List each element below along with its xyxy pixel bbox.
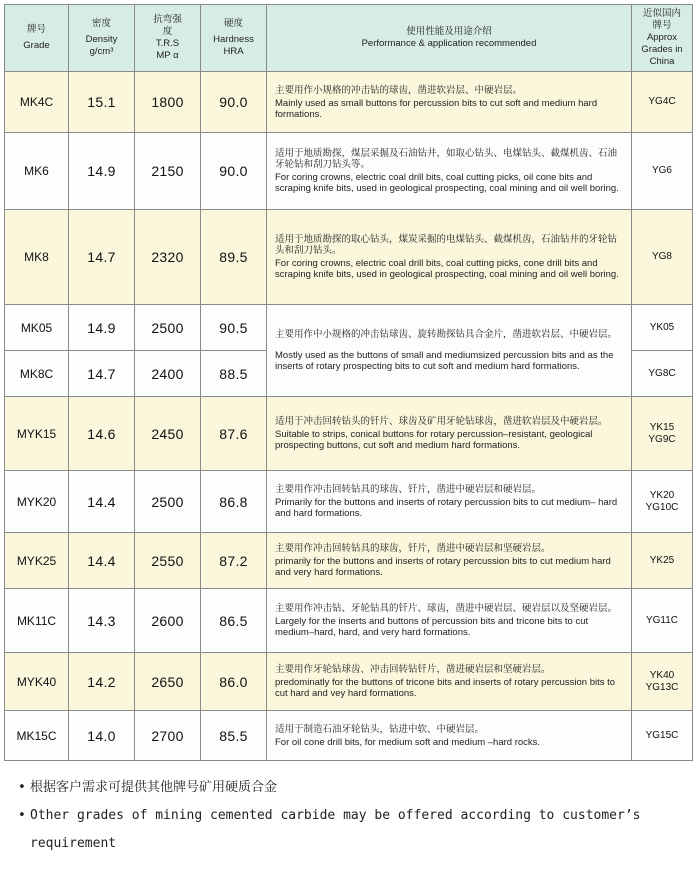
density-cell: 14.0 [69, 711, 135, 761]
trs-cell: 2550 [135, 533, 201, 589]
grade-cell: MYK25 [5, 533, 69, 589]
density-cell: 14.6 [69, 397, 135, 471]
hardness-cell: 86.5 [201, 589, 267, 653]
description-cn: 主要用作冲击回转钻具的球齿，钎片，凿进中硬岩层和坚硬岩层。 [275, 543, 551, 554]
table-row [5, 397, 693, 471]
description-cn: 主要用作小规格的冲击钻的球齿，凿进软岩层、中硬岩层。 [275, 84, 523, 96]
grade-cell: MK8C [5, 351, 69, 397]
china-header-cn2: 牌号 [652, 20, 672, 31]
description-en: primarily for the buttons and inserts of rotary percussion bits to cut medium hard and very hard formations. [275, 556, 611, 578]
description-cell [267, 471, 632, 533]
trs-header-en: T.R.S [155, 38, 180, 49]
china-header-cn1: 近似国内 [642, 8, 681, 19]
description-en: For coring crowns, electric coal drill bits, coal cutting picks, oil cone bits and scraping knife bits, used in geological prospecting, coal mining and oil well boring. [275, 172, 619, 194]
trs-cell: 2150 [135, 133, 201, 210]
table-row [5, 471, 693, 533]
china-grade-primary: YK15 [649, 421, 675, 433]
footnote-en [18, 802, 688, 858]
grades-table-sheet [4, 4, 692, 761]
china-header-en2: Grades in [641, 44, 683, 55]
performance-header-cn: 使用性能及用途介绍 [406, 26, 492, 37]
trs-header-cn2: 度 [162, 26, 173, 37]
china-grade-cell: YG6 [632, 133, 693, 210]
grade-cell: MYK20 [5, 471, 69, 533]
density-header-unit: g/cm³ [89, 46, 114, 57]
china-grade-primary: YK40 [649, 669, 675, 681]
trs-cell: 2400 [135, 351, 201, 397]
density-cell: 14.9 [69, 305, 135, 351]
trs-cell: 2600 [135, 589, 201, 653]
density-header-cn: 密度 [91, 18, 111, 29]
description-cell [267, 210, 632, 305]
description-cn: 适用于冲击回转钻头的钎片、球齿及矿用牙轮钻球齿，凿进软岩层及中硬岩层。 [275, 416, 608, 427]
density-cell: 14.7 [69, 351, 135, 397]
trs-header-cn1: 抗弯强 [153, 14, 182, 25]
description-cn: 适用于地质勘探的取心钻头，煤炭采掘的电煤钻头、截煤机齿，石油钻井的牙轮钻头和刮刀钻头。 [275, 234, 618, 256]
density-column-header [69, 5, 135, 72]
description-en: Mainly used as small buttons for percussion bits to cut soft and medium hard formations. [275, 97, 598, 120]
density-cell: 15.1 [69, 72, 135, 133]
trs-cell: 2450 [135, 397, 201, 471]
description-cn: 适用于制造石油牙轮钻头，钻进中软、中硬岩层。 [275, 723, 485, 735]
hardness-header-unit: HRA [223, 46, 244, 57]
grade-cell: MYK40 [5, 653, 69, 711]
trs-cell: 2500 [135, 471, 201, 533]
hardness-cell: 87.6 [201, 397, 267, 471]
grade-header-en: Grade [23, 40, 50, 51]
table-row [5, 533, 693, 589]
description-cell [267, 653, 632, 711]
description-cn: 主要用作牙轮钻球齿、冲击回转钻钎片，凿进硬岩层和坚硬岩层。 [275, 664, 551, 675]
grade-header-cn: 牌号 [26, 24, 46, 35]
china-grade-cell: YG15C [632, 711, 693, 761]
trs-cell: 1800 [135, 72, 201, 133]
hardness-header-cn: 硬度 [223, 18, 243, 29]
china-grade-cell: YG8C [632, 351, 693, 397]
table-row [5, 133, 693, 210]
grade-cell: MK15C [5, 711, 69, 761]
description-en: For coring crowns, electric coal drill bits, coal cutting picks, cone drill bits and scraping knife bits, used in geological prospecting, coal mining and oil well boring. [275, 258, 619, 280]
description-cell [267, 72, 632, 133]
grade-cell: MK6 [5, 133, 69, 210]
description-cell [267, 133, 632, 210]
description-cell [267, 397, 632, 471]
description-cn: 主要用作冲击回转钻具的球齿、钎片，凿进中硬岩层和硬岩层。 [275, 484, 542, 495]
table-row [5, 711, 693, 761]
china-grade-column-header [632, 5, 693, 72]
hardness-cell: 89.5 [201, 210, 267, 305]
china-grade-cell: YG4C [632, 72, 693, 133]
density-cell: 14.4 [69, 533, 135, 589]
description-cn: 适用于地质勘探，煤层采掘及石油钻井，如取心钻头、电煤钻头、截煤机齿、石油牙轮钻和刮刀钻头等。 [275, 148, 618, 170]
description-cell [267, 589, 632, 653]
grade-cell: MK05 [5, 305, 69, 351]
grade-cell: MK8 [5, 210, 69, 305]
china-header-en3: China [649, 56, 675, 67]
density-cell: 14.4 [69, 471, 135, 533]
china-grade-cell [632, 471, 693, 533]
performance-column-header [267, 5, 632, 72]
performance-header-en: Performance & application recommended [361, 38, 537, 49]
china-grade-cell: YG8 [632, 210, 693, 305]
grade-cell: MK4C [5, 72, 69, 133]
china-grade-cell: YK25 [632, 533, 693, 589]
description-cn: 主要用作冲击钻、牙轮钻具的钎片、球齿，凿进中硬岩层、硬岩层以及坚硬岩层。 [275, 603, 618, 614]
china-grade-cell: YK05 [632, 305, 693, 351]
grades-table [4, 4, 693, 761]
china-header-en1: Approx [646, 32, 678, 43]
hardness-cell: 87.2 [201, 533, 267, 589]
footnotes [18, 774, 688, 858]
bullet: • [18, 780, 26, 795]
china-grade-secondary: YG10C [645, 501, 679, 513]
hardness-cell: 86.8 [201, 471, 267, 533]
trs-column-header [135, 5, 201, 72]
hardness-cell: 86.0 [201, 653, 267, 711]
footnote-text: Other grades of mining cemented carbide may be offered according to customer’s requirement [30, 808, 641, 851]
description-en: Suitable to strips, conical buttons for rotary percussion–resistant, geological prospecting buttons, cut soft and medium hard formations. [275, 429, 593, 451]
table-header-row [5, 5, 693, 72]
density-cell: 14.9 [69, 133, 135, 210]
hardness-cell: 90.5 [201, 305, 267, 351]
description-en: predominatly for the buttons of tricone bits and inserts of rotary percussion bits to cut hard and vey hard formations. [275, 677, 616, 699]
trs-cell: 2650 [135, 653, 201, 711]
description-cn: 主要用作中小规格的冲击钻球齿、旋转勘探钻具合金片，凿进软岩层、中硬岩层。 [275, 329, 618, 340]
hardness-header-en: Hardness [213, 34, 254, 45]
density-header-en: Density [85, 34, 118, 45]
hardness-cell: 85.5 [201, 711, 267, 761]
grade-cell: MK11C [5, 589, 69, 653]
hardness-column-header [201, 5, 267, 72]
china-grade-primary: YK20 [649, 489, 675, 501]
description-cell [267, 305, 632, 397]
hardness-cell: 88.5 [201, 351, 267, 397]
table-row [5, 210, 693, 305]
description-en: Largely for the inserts and buttons of percussion bits and tricone bits to cut medium–hard, hard, and very hard formations. [275, 616, 589, 638]
china-grade-secondary: YG9C [648, 433, 676, 445]
hardness-cell: 90.0 [201, 133, 267, 210]
grade-column-header [5, 5, 69, 72]
description-cell [267, 533, 632, 589]
description-en: Primarily for the buttons and inserts of rotary percussion bits to cut medium– hard and hard formations. [275, 497, 618, 519]
bullet: • [18, 808, 26, 823]
table-row [5, 72, 693, 133]
hardness-cell: 90.0 [201, 72, 267, 133]
trs-cell: 2500 [135, 305, 201, 351]
footnote-text: 根据客户需求可提供其他牌号矿用硬质合金 [30, 780, 278, 795]
grade-cell: MYK15 [5, 397, 69, 471]
china-grade-secondary: YG13C [645, 681, 679, 693]
description-en: Mostly used as the buttons of small and mediumsized percussion bits and as the inserts of rotary prospecting bits to cut soft and medium hard formations. [275, 350, 614, 372]
density-cell: 14.2 [69, 653, 135, 711]
china-grade-cell [632, 397, 693, 471]
density-cell: 14.3 [69, 589, 135, 653]
table-row [5, 589, 693, 653]
description-en: For oil cone drill bits, for medium soft and medium –hard rocks. [275, 736, 541, 748]
china-grade-cell: YG11C [632, 589, 693, 653]
china-grade-cell [632, 653, 693, 711]
description-cell [267, 711, 632, 761]
density-cell: 14.7 [69, 210, 135, 305]
trs-cell: 2700 [135, 711, 201, 761]
table-row [5, 305, 693, 351]
trs-header-unit: MP α [156, 50, 179, 61]
table-row [5, 653, 693, 711]
footnote-cn [18, 774, 688, 802]
trs-cell: 2320 [135, 210, 201, 305]
